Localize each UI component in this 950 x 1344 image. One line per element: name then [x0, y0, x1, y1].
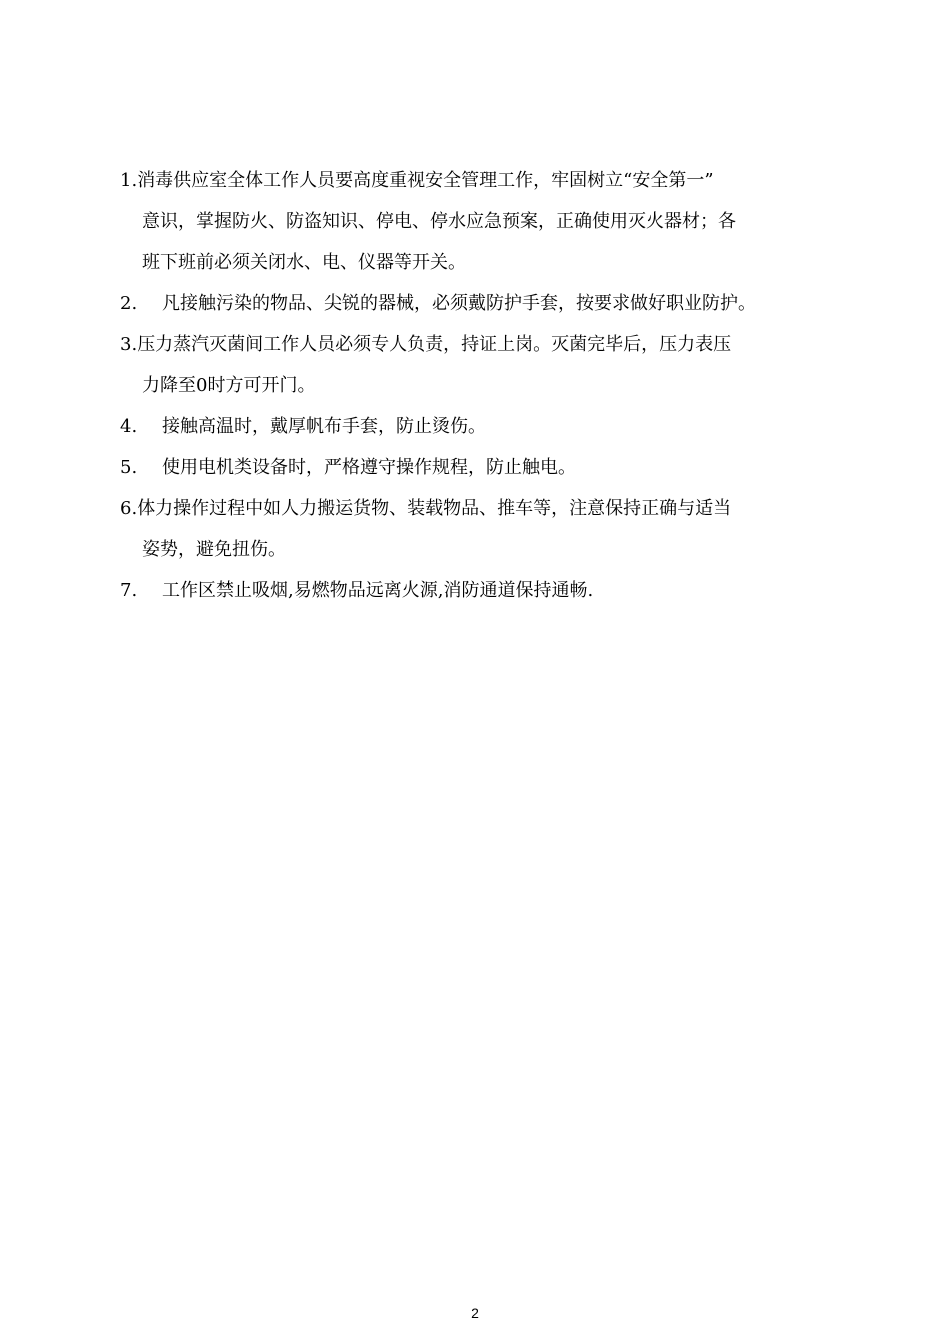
- item-text: 班下班前必须关闭水、电、仪器等开关。: [142, 252, 466, 273]
- list-item: [120, 488, 820, 570]
- item-text: 体力操作过程中如人力搬运货物、装载物品、推车等，注意保持正确与适当: [137, 498, 732, 519]
- safety-rules-list: [120, 160, 820, 611]
- list-item: [120, 447, 820, 488]
- item-number: 5.: [120, 457, 138, 478]
- item-text: 工作区禁止吸烟,易燃物品远离火源,消防通道保持通畅.: [162, 580, 594, 601]
- item-number: 6.: [120, 498, 138, 519]
- list-item: [120, 406, 820, 447]
- item-number: 2.: [120, 293, 138, 314]
- item-text: 接触高温时，戴厚帆布手套，防止烫伤。: [162, 416, 486, 437]
- list-item: [120, 283, 820, 324]
- item-number: 1.: [120, 170, 138, 191]
- item-text: 消毒供应室全体工作人员要高度重视安全管理工作，牢固树立“安全第一”: [137, 170, 714, 191]
- page-number: 2: [471, 1305, 479, 1321]
- item-text: 姿势，避免扭伤。: [142, 539, 286, 560]
- item-text: 凡接触污染的物品、尖锐的器械，必须戴防护手套，按要求做好职业防护。: [162, 293, 756, 314]
- item-text: 力降至0时方可开门。: [142, 375, 316, 396]
- item-number: 4.: [120, 416, 138, 437]
- list-item: [120, 160, 820, 283]
- list-item: [120, 570, 820, 611]
- item-number: 7.: [120, 580, 138, 601]
- item-text: 使用电机类设备时，严格遵守操作规程，防止触电。: [162, 457, 576, 478]
- list-item: [120, 324, 820, 406]
- item-number: 3.: [120, 334, 138, 355]
- item-text: 压力蒸汽灭菌间工作人员必须专人负责，持证上岗。灭菌完毕后，压力表压: [137, 334, 732, 355]
- item-text: 意识，掌握防火、防盗知识、停电、停水应急预案，正确使用灭火器材；各: [142, 211, 736, 232]
